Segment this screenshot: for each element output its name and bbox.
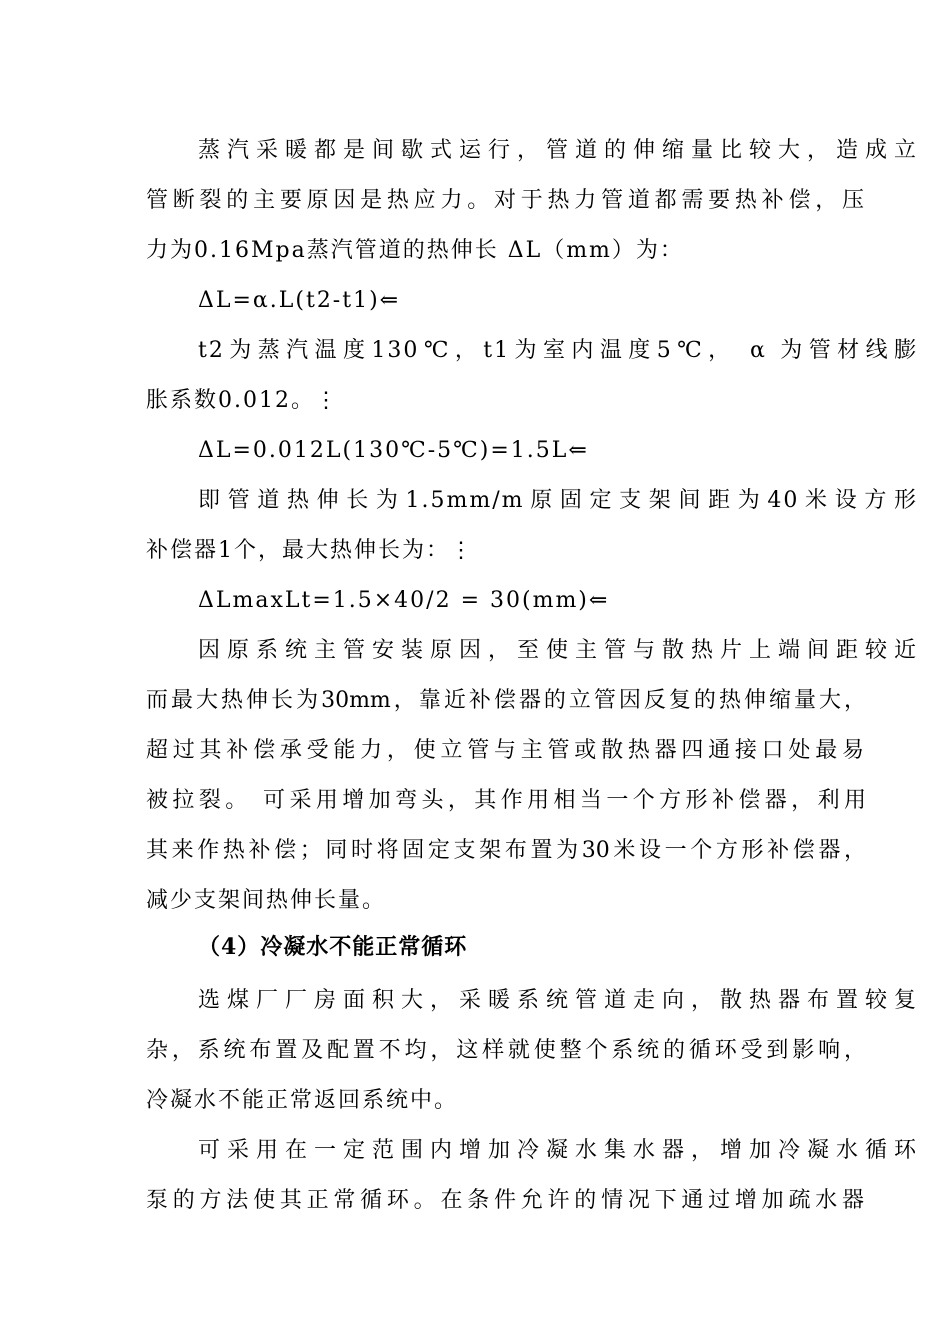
formula-line: ΔL=α.L(t2-t1)⇐ (198, 288, 401, 313)
paragraph-line: 可采用在一定范围内增加冷凝水集水器，增加冷凝水循环 (198, 1138, 918, 1163)
paragraph-line: 补偿器1个，最大热伸长为：⋮ (146, 538, 474, 563)
paragraph-line: 其来作热补偿；同时将固定支架布置为30米设一个方形补偿器， (146, 838, 866, 863)
paragraph-line: 泵的方法使其正常循环。在条件允许的情况下通过增加疏水器 (146, 1188, 866, 1213)
paragraph-line: 选煤厂厂房面积大，采暖系统管道走向，散热器布置较复 (198, 988, 918, 1013)
section-heading: （4）冷凝水不能正常循环 (198, 934, 468, 960)
paragraph-line: 而最大热伸长为30mm，靠近补偿器的立管因反复的热伸缩量大， (146, 688, 866, 713)
paragraph-line: 被拉裂。 可采用增加弯头，其作用相当一个方形补偿器，利用 (146, 788, 866, 813)
paragraph-line: 因原系统主管安装原因，至使主管与散热片上端间距较近 (198, 638, 918, 663)
paragraph-line: 杂，系统布置及配置不均，这样就使整个系统的循环受到影响， (146, 1038, 866, 1063)
paragraph-line: 力为0.16Mpa蒸汽管道的热伸长 ΔL（mm）为： (146, 238, 684, 263)
paragraph-line: 冷凝水不能正常返回系统中。 (146, 1088, 459, 1113)
paragraph-line: 蒸汽采暖都是间歇式运行，管道的伸缩量比较大，造成立 (198, 138, 918, 163)
formula-line: ΔL=0.012L(130℃-5℃)=1.5L⇐ (198, 438, 589, 463)
paragraph-line: 即管道热伸长为1.5mm/m原固定支架间距为40米设方形 (198, 488, 918, 513)
paragraph-line: 减少支架间热伸长量。 (146, 888, 387, 913)
formula-line: ΔLmaxLt=1.5×40/2 = 30(mm)⇐ (198, 588, 610, 613)
paragraph-line: 管断裂的主要原因是热应力。对于热力管道都需要热补偿，压 (146, 188, 866, 213)
paragraph-line: 胀系数0.012。⋮ (146, 388, 339, 413)
paragraph-line: t2为蒸汽温度130℃，t1为室内温度5℃， α 为管材线膨 (198, 338, 918, 363)
paragraph-line: 超过其补偿承受能力，使立管与主管或散热器四通接口处最易 (146, 738, 866, 763)
